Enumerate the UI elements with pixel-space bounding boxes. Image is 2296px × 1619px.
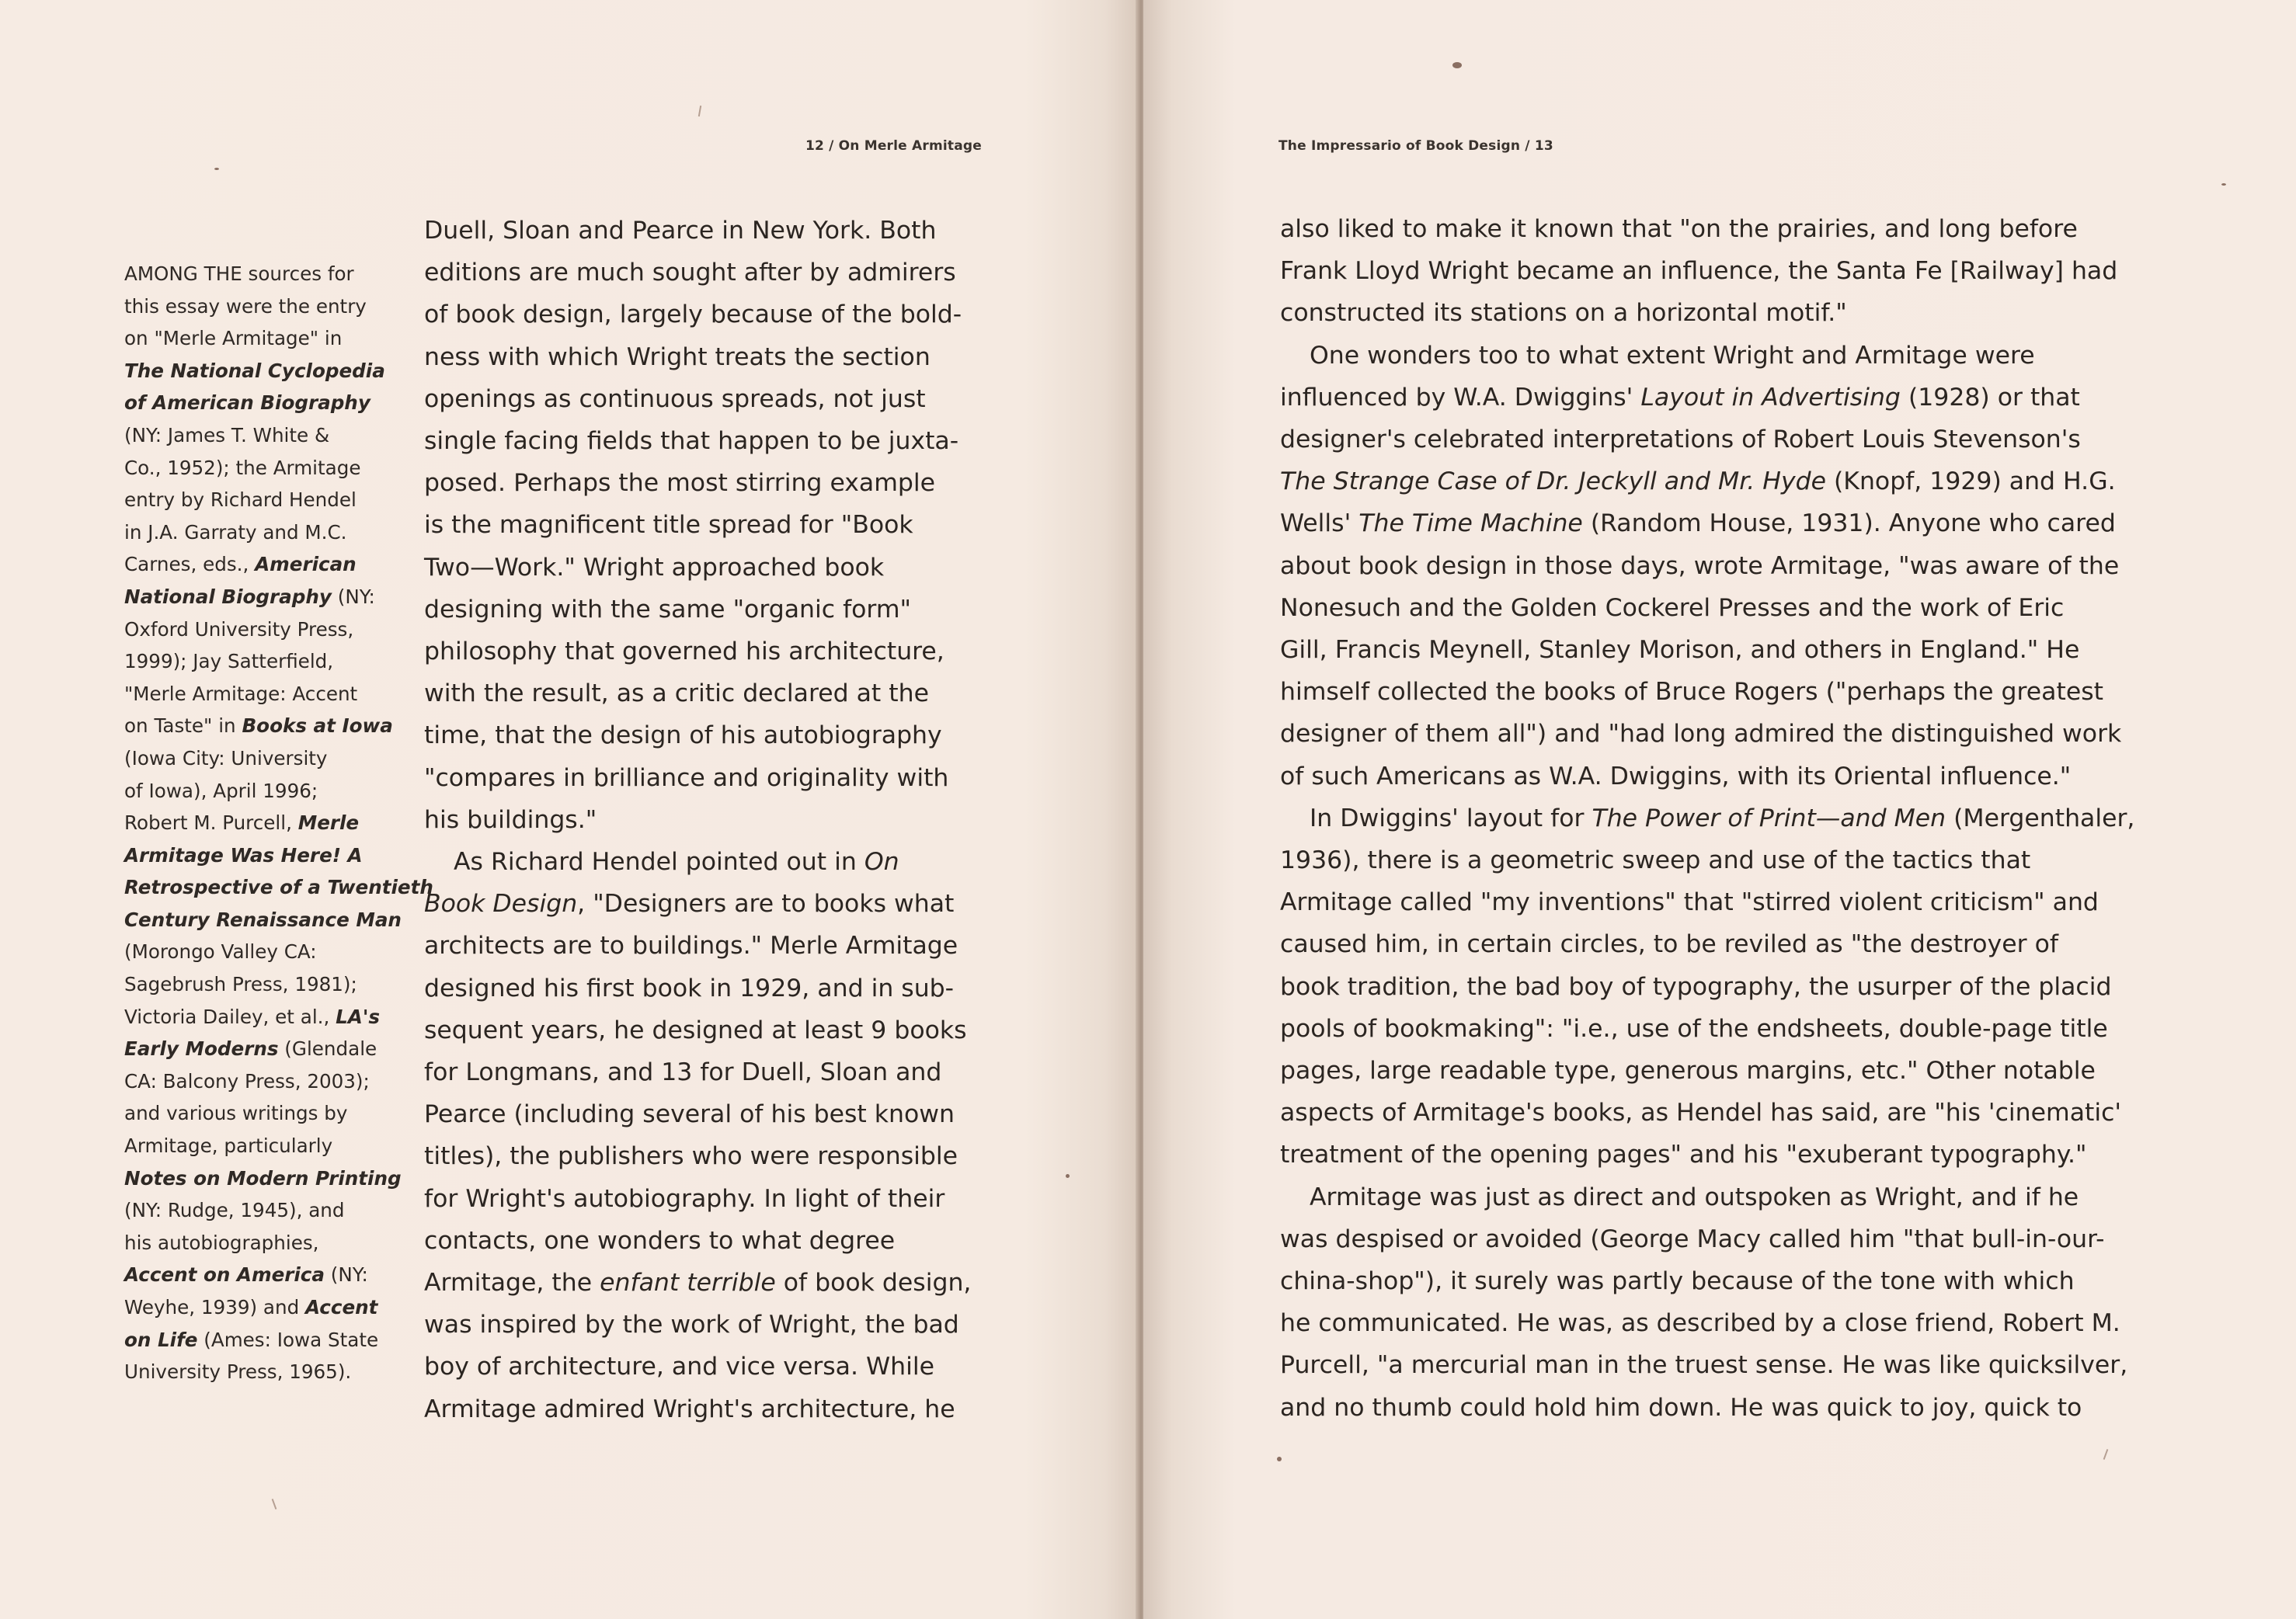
text-run: Gill, Francis Meynell, Stanley Morison, and others in England." He <box>1280 636 2080 665</box>
body-line <box>424 968 983 1009</box>
italic-text: Layout in Advertising <box>1640 383 1901 412</box>
sidenote-line <box>124 1259 388 1291</box>
sidenote-line <box>124 1001 388 1034</box>
text-run: designing with the same "organic form" <box>424 595 912 624</box>
sidenote-line <box>124 484 388 516</box>
left-page <box>0 0 1139 1619</box>
body-line <box>424 378 983 420</box>
sidenote-line <box>124 678 388 710</box>
sidenote-line <box>124 1130 388 1162</box>
italic-text: On <box>864 848 899 877</box>
text-run: (Random House, 1931). Anyone who cared <box>1582 509 2116 538</box>
paragraph-first-line <box>424 841 983 883</box>
italic-text: The National Cyclopedia <box>124 359 385 382</box>
body-line <box>424 294 983 335</box>
body-line <box>1280 1302 2150 1344</box>
body-line <box>424 1009 983 1051</box>
body-line <box>424 1388 983 1430</box>
body-line <box>424 1346 983 1388</box>
text-run: Pearce (including several of his best known <box>424 1100 955 1129</box>
paper-speck <box>1277 1457 1282 1461</box>
text-run: pools of bookmaking": "i.e., use of the endsheets, double-page title <box>1280 1014 2108 1043</box>
body-line <box>1280 671 2150 713</box>
text-run: on "Merle Armitage" in <box>124 327 343 350</box>
text-run: pages, large readable type, generous margins, etc." Other notable <box>1280 1057 2096 1086</box>
body-line <box>1280 629 2150 671</box>
text-run: (Mergenthaler, <box>1946 804 2135 832</box>
italic-text: of American Biography <box>124 391 370 415</box>
text-run: entry by Richard Hendel <box>124 488 357 512</box>
sidenote-line <box>124 742 388 775</box>
body-line <box>424 1262 983 1304</box>
sidenote-line <box>124 419 388 452</box>
body-line <box>1280 292 2150 334</box>
right-page <box>1143 0 2296 1619</box>
text-run: sequent years, he designed at least 9 books <box>424 1016 967 1044</box>
sidenote-line <box>124 1194 388 1227</box>
text-run: (NY: Rudge, 1945), and <box>124 1199 345 1222</box>
text-run: of book design, <box>775 1269 972 1298</box>
body-line <box>1280 1260 2150 1302</box>
italic-text: American <box>255 553 357 576</box>
sidenote-line <box>124 516 388 549</box>
body-line <box>424 504 983 546</box>
text-run: contacts, one wonders to what degree <box>424 1226 896 1255</box>
body-line <box>1280 587 2150 629</box>
text-run: University Press, 1965). <box>124 1360 352 1384</box>
sidenote-line <box>124 936 388 968</box>
text-run: 1999); Jay Satterfield, <box>124 650 334 673</box>
body-line <box>1280 1344 2150 1386</box>
italic-text: Notes on Modern Printing <box>124 1166 402 1190</box>
body-line <box>1280 1218 2150 1260</box>
text-run: (Knopf, 1929) and H.G. <box>1826 467 2116 496</box>
sidenote-line <box>124 581 388 613</box>
sidenote-line <box>124 871 433 904</box>
text-run: Armitage admired Wright's architecture, he <box>424 1395 955 1423</box>
body-line <box>424 1220 983 1262</box>
text-run: book tradition, the bad boy of typography, the usurper of the placid <box>1280 972 2112 1001</box>
text-run: on Taste" in <box>124 714 242 738</box>
body-line <box>1280 923 2150 965</box>
sidenote-line <box>124 1097 388 1130</box>
text-run: architects are to buildings." Merle Armitage <box>424 932 958 961</box>
body-line <box>424 1135 983 1177</box>
italic-text: The Time Machine <box>1358 509 1583 538</box>
italic-text: Armitage Was Here! A <box>124 843 363 867</box>
right-body-text <box>1280 208 2150 1429</box>
text-run: this essay were the entry <box>124 294 367 318</box>
body-line <box>424 589 983 631</box>
text-run: and various writings by <box>124 1102 348 1125</box>
text-run: As Richard Hendel pointed out in <box>454 848 864 877</box>
text-run: aspects of Armitage's books, as Hendel has said, are "his 'cinematic' <box>1280 1099 2122 1127</box>
body-line <box>424 210 983 252</box>
text-run: Victoria Dailey, et al., <box>124 1005 336 1028</box>
sidenote-line <box>124 387 388 419</box>
sidenote-line <box>124 355 388 387</box>
body-line <box>1280 460 2150 502</box>
body-line <box>424 1178 983 1220</box>
sidenote-line <box>124 290 388 323</box>
italic-text: on Life <box>124 1328 198 1351</box>
body-line <box>424 336 983 378</box>
body-line <box>1280 208 2150 250</box>
text-run: Weyhe, 1939) and <box>124 1296 306 1318</box>
text-run: titles), the publishers who were responsible <box>424 1142 958 1171</box>
italic-text: Accent on America <box>124 1263 325 1287</box>
body-line <box>1280 377 2150 419</box>
text-run: Frank Lloyd Wright became an influence, the Santa Fe [Railway] had <box>1280 257 2118 286</box>
body-line <box>424 799 983 841</box>
body-line <box>1280 545 2150 587</box>
text-run: for Longmans, and 13 for Duell, Sloan and <box>424 1058 942 1087</box>
sidenote-line <box>124 904 402 936</box>
sidenote-line <box>124 322 388 355</box>
text-run: Sagebrush Press, 1981); <box>124 973 357 996</box>
sidenote-line <box>124 645 388 678</box>
sidenote-line <box>124 1324 388 1357</box>
text-run: Robert M. Purcell, <box>124 811 298 835</box>
sidenote-line <box>124 1356 388 1388</box>
text-run: Co., 1952); the Armitage <box>124 456 361 479</box>
text-run: Carnes, eds., <box>124 553 256 576</box>
text-run: with the result, as a critic declared at the <box>424 679 929 708</box>
sidenote-line <box>124 1227 388 1259</box>
text-run: of such Americans as W.A. Dwiggins, with its Oriental influence." <box>1280 762 2072 790</box>
body-line <box>1280 502 2150 544</box>
body-line <box>424 714 983 756</box>
body-line <box>1280 1387 2150 1429</box>
body-line <box>1280 839 2150 881</box>
text-run: (NY: <box>331 585 375 608</box>
text-run: posed. Perhaps the most stirring example <box>424 469 936 498</box>
body-line <box>424 1093 983 1135</box>
text-run: "Merle Armitage: Accent <box>124 682 358 705</box>
text-run: (Iowa City: University <box>124 746 328 770</box>
text-run: he communicated. He was, as described by a close friend, Robert M. <box>1280 1309 2120 1338</box>
body-line <box>1280 1050 2150 1092</box>
text-run: also liked to make it known that "on the prairies, and long before <box>1280 215 2078 243</box>
italic-text: Century Renaissance Man <box>124 908 402 931</box>
body-line <box>424 1051 983 1093</box>
text-run: editions are much sought after by admirers <box>424 259 956 287</box>
italic-text: The Power of Print—and Men <box>1592 804 1946 832</box>
text-run: in J.A. Garraty and M.C. <box>124 520 347 544</box>
body-line <box>1280 250 2150 292</box>
text-run: influenced by W.A. Dwiggins' <box>1280 383 1641 412</box>
italic-text: Early Moderns <box>124 1037 279 1061</box>
text-run: Armitage called "my inventions" that "stirred violent criticism" and <box>1280 888 2099 917</box>
italic-text: Books at Iowa <box>242 714 393 738</box>
paragraph-first-line <box>1280 335 2150 377</box>
text-run: is the magnificent title spread for "Book <box>424 511 913 540</box>
body-line <box>1280 713 2150 755</box>
sidenote-line <box>124 452 388 485</box>
text-run: his buildings." <box>424 805 597 834</box>
text-run: about book design in those days, wrote Armitage, "was aware of the <box>1280 551 2120 580</box>
running-head-left: 12 / On Merle Armitage <box>805 138 982 154</box>
text-run: boy of architecture, and vice versa. While <box>424 1353 935 1381</box>
body-line <box>1280 881 2150 923</box>
body-line <box>424 420 983 462</box>
text-run: treatment of the opening pages" and his "exuberant typography." <box>1280 1141 2087 1169</box>
text-run: One wonders too to what extent Wright and Armitage were <box>1310 341 2035 370</box>
italic-text: The Strange Case of Dr. Jeckyll and Mr. Hyde <box>1280 467 1826 496</box>
text-run: and no thumb could hold him down. He was quick to joy, quick to <box>1280 1393 2082 1422</box>
italic-text: Book Design <box>424 890 578 919</box>
body-line <box>424 462 983 504</box>
text-run: openings as continuous spreads, not just <box>424 384 926 413</box>
paper-speck <box>2221 183 2226 186</box>
body-line <box>424 757 983 799</box>
body-line <box>1280 756 2150 797</box>
sidenote-line <box>124 548 388 581</box>
sidenote-line <box>124 807 388 839</box>
text-run: designed his first book in 1929, and in sub- <box>424 974 955 1002</box>
text-run: Oxford University Press, <box>124 617 354 641</box>
text-run: single facing fields that happen to be juxta- <box>424 427 959 456</box>
text-run: caused him, in certain circles, to be reviled as "the destroyer of <box>1280 930 2058 959</box>
text-run: ness with which Wright treats the section <box>424 342 931 371</box>
text-run: constructed its stations on a horizontal motif." <box>1280 299 1847 328</box>
italic-text: Accent <box>305 1296 378 1318</box>
sidenote-line <box>124 258 388 290</box>
text-run: Nonesuch and the Golden Cockerel Presses and the work of Eric <box>1280 593 2065 622</box>
sidenote-line <box>124 710 393 742</box>
body-line <box>424 925 983 967</box>
text-run: 1936), there is a geometric sweep and use of the tactics that <box>1280 846 2031 875</box>
text-run: (Morongo Valley CA: <box>124 940 317 964</box>
text-run: designer's celebrated interpretations of Robert Louis Stevenson's <box>1280 426 2081 454</box>
paper-speck <box>1452 62 1462 68</box>
body-line <box>1280 966 2150 1008</box>
paragraph-first-line <box>1280 1176 2150 1218</box>
left-body-text <box>424 210 983 1430</box>
paper-speck <box>214 168 219 170</box>
text-run: Wells' <box>1280 509 1359 538</box>
text-run: for Wright's autobiography. In light of their <box>424 1184 945 1213</box>
text-run: of Iowa), April 1996; <box>124 779 318 802</box>
body-line <box>424 547 983 589</box>
italic-text: LA's <box>336 1005 380 1028</box>
sidenote-sources <box>124 258 433 1388</box>
text-run: was despised or avoided (George Macy called him "that bull-in-our- <box>1280 1225 2105 1253</box>
text-run: time, that the design of his autobiography <box>424 721 942 750</box>
text-run: philosophy that governed his architecture, <box>424 638 944 666</box>
body-line <box>1280 1092 2150 1134</box>
running-head-right: The Impressario of Book Design / 13 <box>1278 138 1553 154</box>
italic-text: enfant terrible <box>600 1269 776 1298</box>
sidenote-line <box>124 1291 388 1324</box>
text-run: (1928) or that <box>1900 383 2080 412</box>
sidenote-line <box>124 1065 388 1098</box>
text-run: Armitage, particularly <box>124 1134 333 1158</box>
body-line <box>424 1304 983 1346</box>
text-run: Armitage, the <box>424 1269 600 1298</box>
text-run: Two—Work." Wright approached book <box>424 553 885 582</box>
sidenote-line <box>124 775 388 808</box>
text-run: Armitage was just as direct and outspoken as Wright, and if he <box>1310 1183 2079 1211</box>
text-run: (NY: <box>324 1263 368 1287</box>
text-run: "compares in brilliance and originality with <box>424 763 949 792</box>
text-run: CA: Balcony Press, 2003); <box>124 1069 370 1093</box>
paragraph-first-line <box>1280 797 2150 839</box>
body-line <box>1280 1134 2150 1176</box>
text-run: AMONG THE sources for <box>124 262 354 285</box>
text-run: In Dwiggins' layout for <box>1310 804 1592 832</box>
italic-text: National Biography <box>124 585 332 608</box>
sidenote-line <box>124 1162 402 1195</box>
paper-speck <box>1066 1174 1070 1178</box>
text-run: (Ames: Iowa State <box>197 1328 379 1351</box>
body-line <box>1280 1008 2150 1050</box>
italic-text: Merle <box>297 811 360 835</box>
text-run: himself collected the books of Bruce Rogers ("perhaps the greatest <box>1280 678 2103 707</box>
text-run: (NY: James T. White & <box>124 423 330 446</box>
text-run: (Glendale <box>278 1037 377 1061</box>
text-run: was inspired by the work of Wright, the bad <box>424 1311 959 1339</box>
text-run: his autobiographies, <box>124 1231 319 1254</box>
sidenote-line <box>124 1033 388 1065</box>
body-line <box>424 883 983 925</box>
body-line <box>424 672 983 714</box>
text-run: designer of them all") and "had long admired the distinguished work <box>1280 720 2122 749</box>
sidenote-line <box>124 968 388 1001</box>
body-line <box>424 252 983 294</box>
text-run: of book design, largely because of the bold- <box>424 301 962 329</box>
italic-text: Retrospective of a Twentieth <box>124 876 433 899</box>
text-run: Duell, Sloan and Pearce in New York. Both <box>424 217 937 245</box>
text-run: china-shop"), it surely was partly because of the tone with which <box>1280 1267 2075 1296</box>
sidenote-line <box>124 839 388 872</box>
body-line <box>424 631 983 672</box>
body-line <box>1280 419 2150 460</box>
text-run: , "Designers are to books what <box>577 890 955 919</box>
sidenote-line <box>124 613 388 646</box>
text-run: Purcell, "a mercurial man in the truest sense. He was like quicksilver, <box>1280 1351 2128 1380</box>
